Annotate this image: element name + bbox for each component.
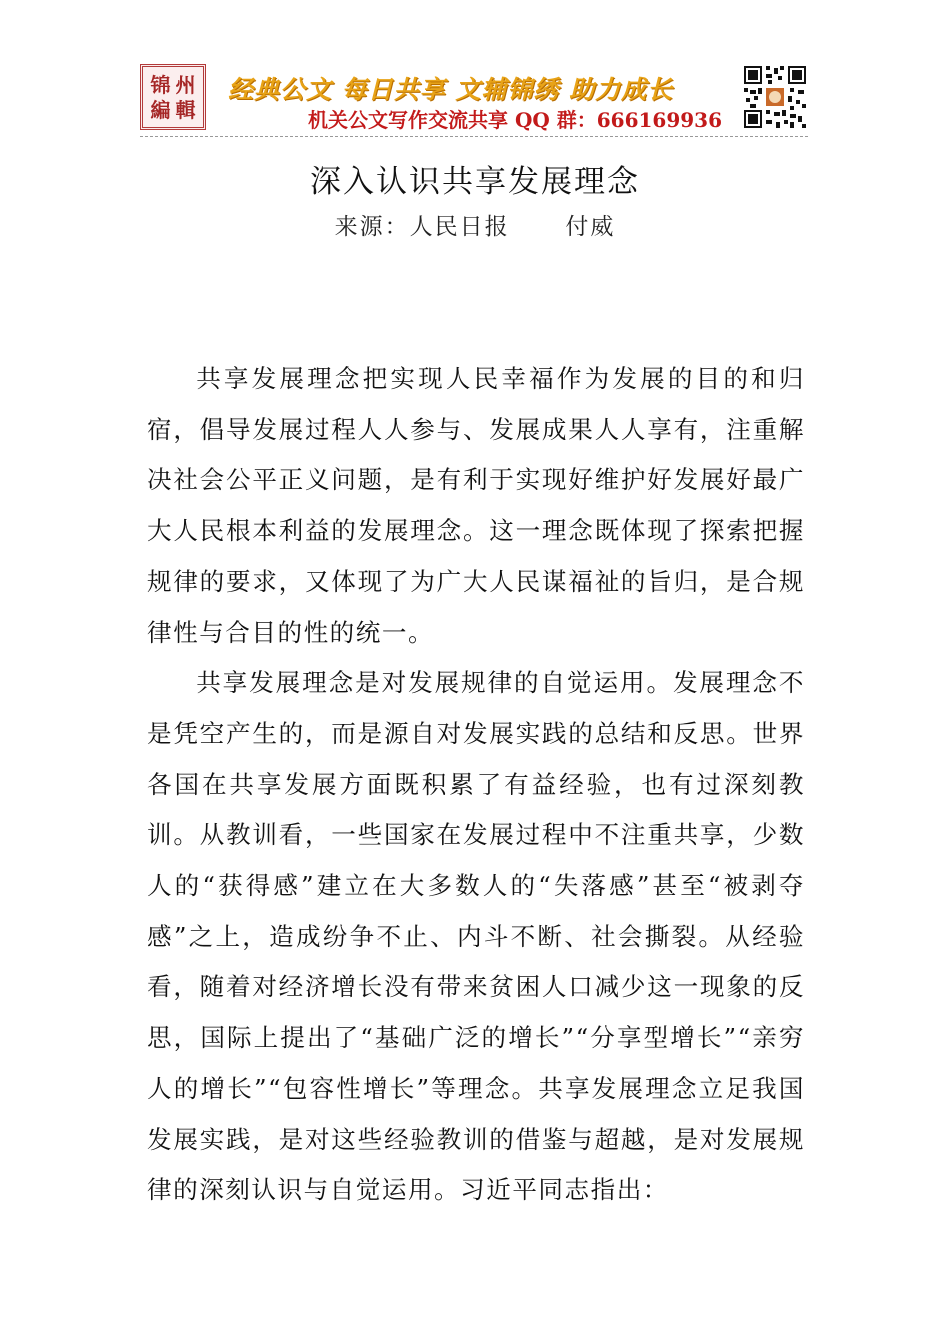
article-source: 来源：人民日报 付威 bbox=[334, 214, 616, 240]
article-paragraph: 共享发展理念是对发展规律的自觉运用。发展理念不是凭空产生的，而是源自对发展实践的总结和反思。世界各国在共享发展方面既积累了有益经验，也有过深刻教训。从教训看，一些国家在发展过程中不注重共享，少数人的“获得感”建立在大多数人的“失落感”甚至“被剥夺感”之上，造成纷争不止、内斗不断、社会撕裂。从经验看，随着对经济增长没有带来贫困人口减少这一现象的反思，国际上提出了“基础广泛的增长”“分享型增长”“亲穷人的增长”“包容性增长”等理念。共享发展理念立足我国发展实践，是对这些经验教训的借鉴与超越，是对发展规律的深刻认识与自觉运用。习近平同志指出： bbox=[147, 668, 805, 1205]
logo-seal bbox=[140, 64, 206, 130]
logo-char: 輯 bbox=[175, 97, 196, 122]
logo-char: 編 bbox=[150, 97, 171, 122]
article-paragraph: 共享发展理念把实现人民幸福作为发展的目的和归宿，倡导发展过程人人参与、发展成果人人享有，注重解决社会公平正义问题，是有利于实现好维护好发展好最广大人民根本利益的发展理念。这一理念既体现了探索把握规律的要求，又体现了为广大人民谋福祉的旨归，是合规律性与合目的性的统一。 bbox=[147, 364, 805, 647]
article-body bbox=[147, 354, 805, 1216]
header-divider bbox=[140, 136, 808, 137]
logo-char: 州 bbox=[175, 72, 196, 97]
article-title: 深入认识共享发展理念 bbox=[310, 164, 640, 200]
header-qq-group: 机关公文写作交流共享 QQ 群：666169936 bbox=[308, 108, 723, 132]
qr-code-icon bbox=[742, 64, 808, 130]
header-slogan: 经典公文 每日共享 文辅锦绣 助力成长 bbox=[228, 75, 674, 104]
logo-char: 锦 bbox=[150, 72, 171, 97]
document-header bbox=[140, 64, 808, 136]
